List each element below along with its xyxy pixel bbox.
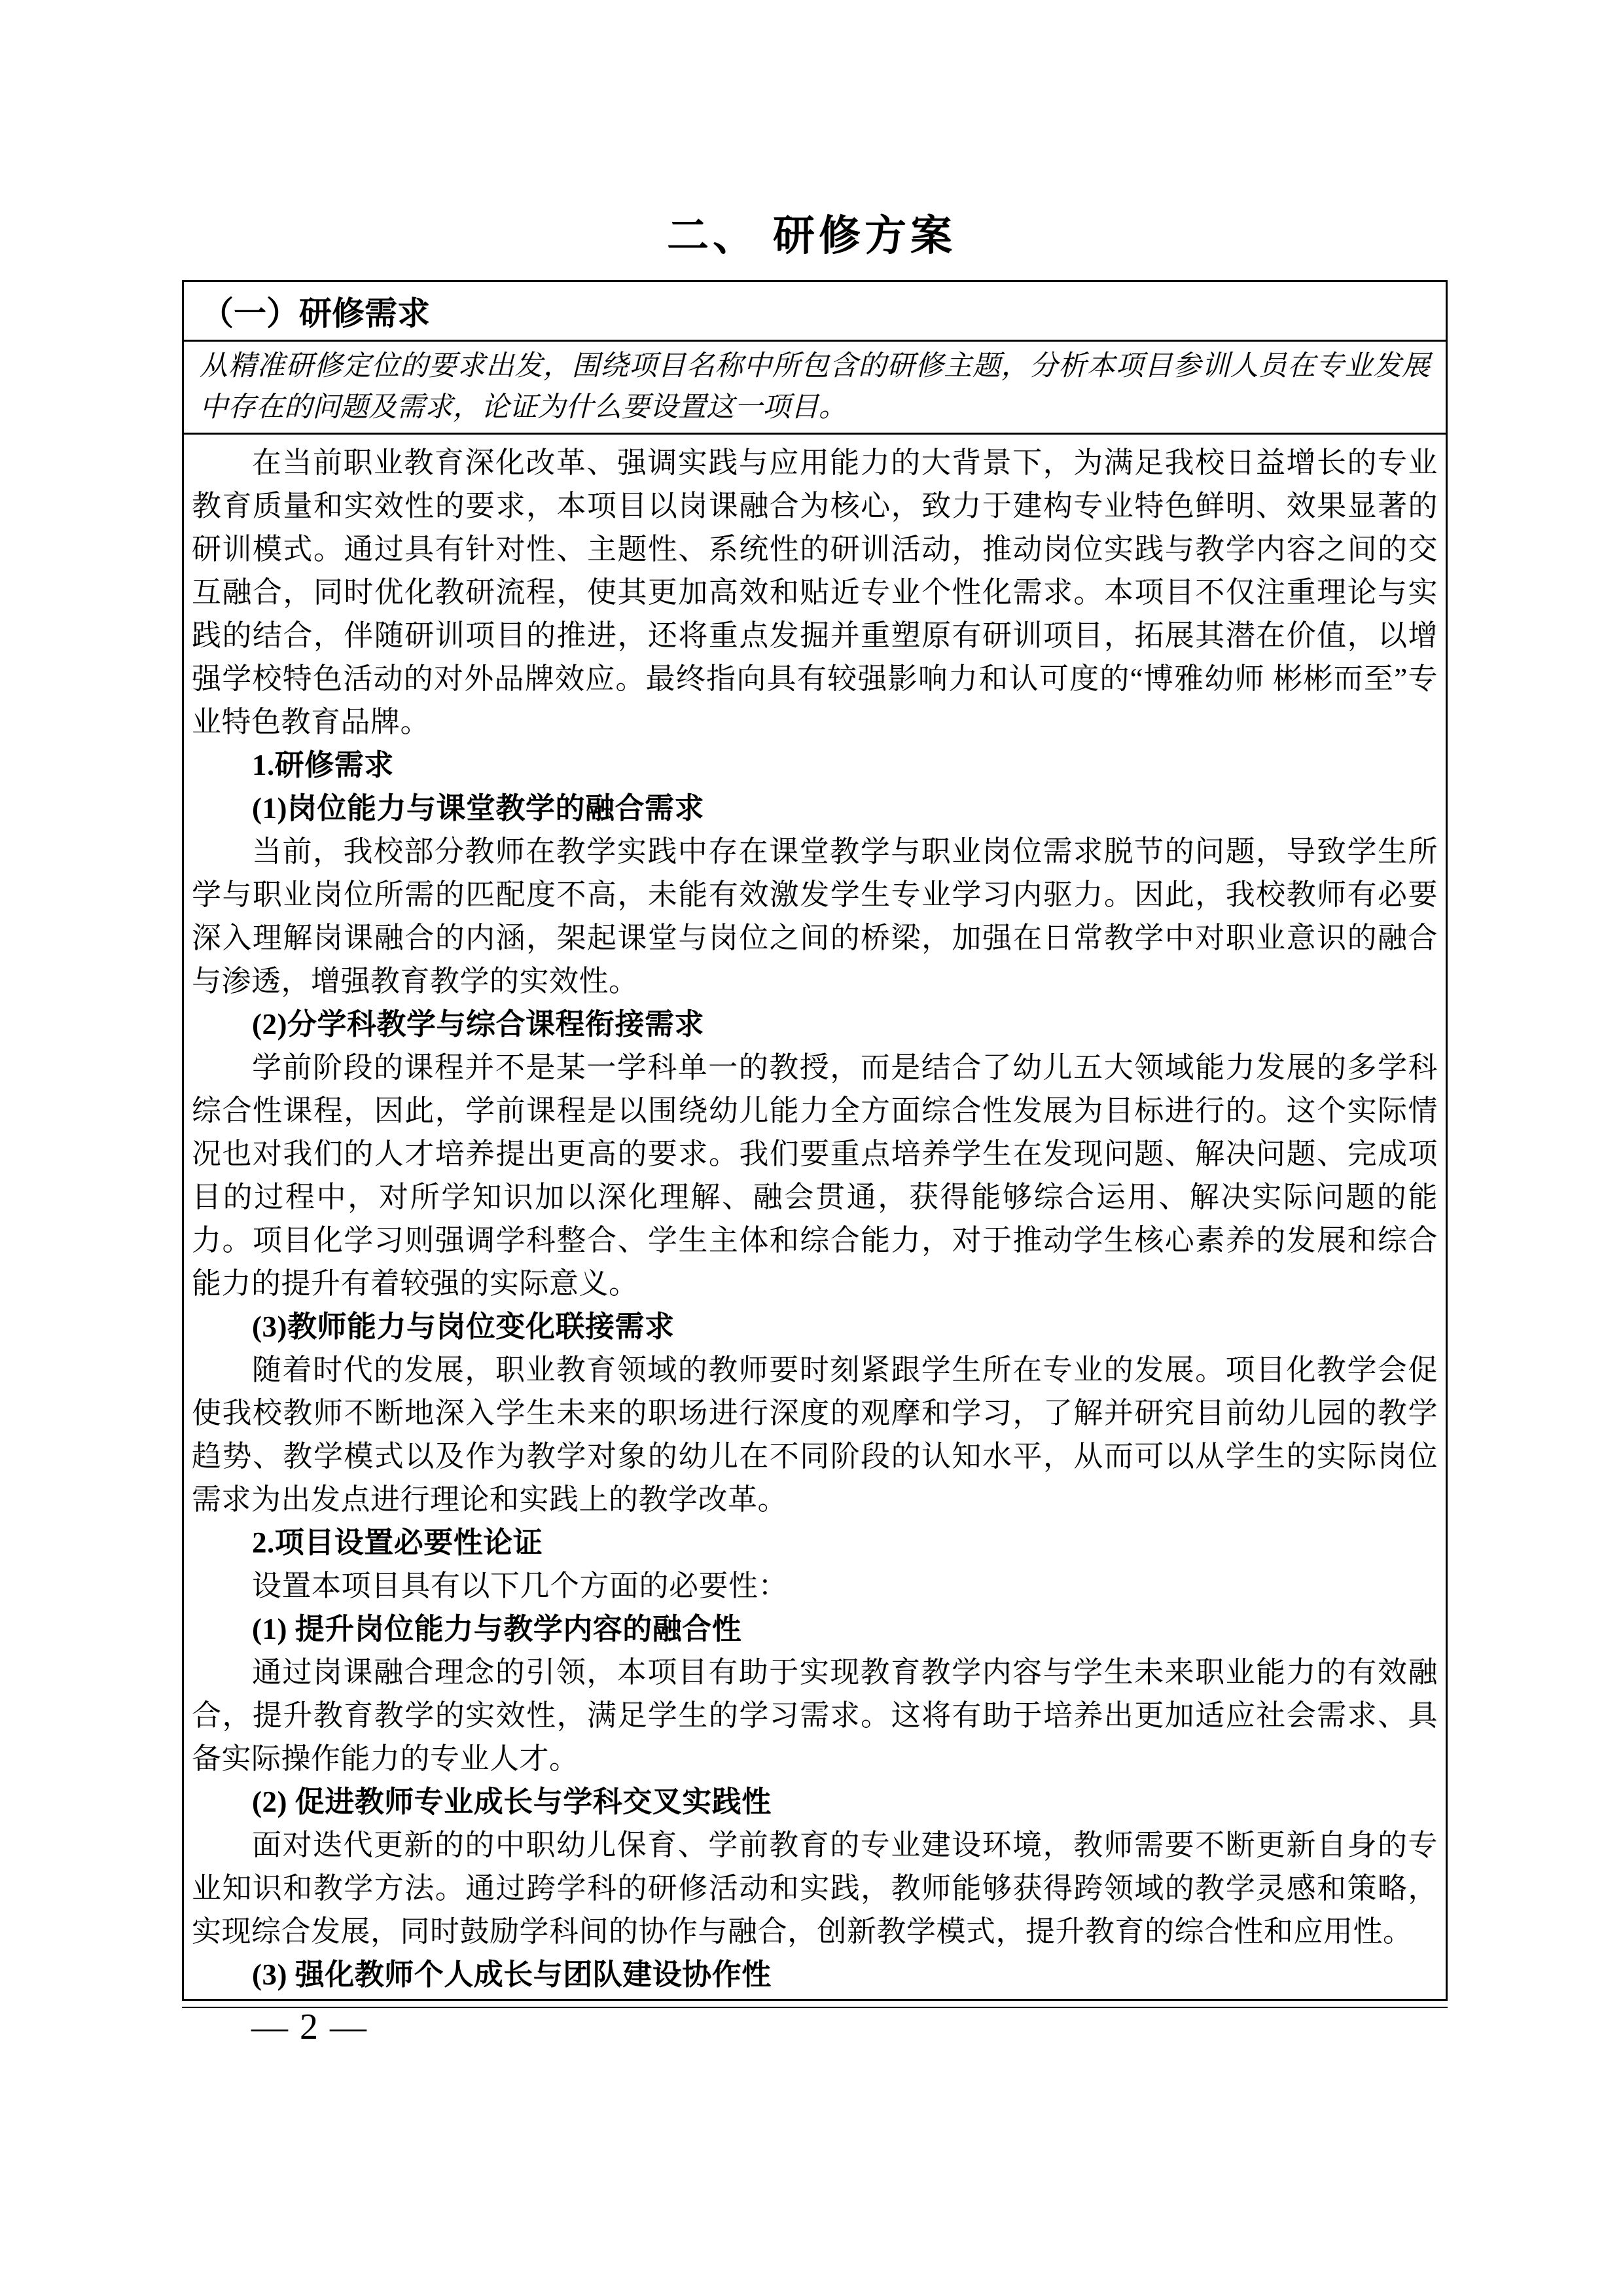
body-heading: (1)岗位能力与课堂教学的融合需求 xyxy=(252,792,704,825)
body-paragraph: 学前阶段的课程并不是某一学科单一的教授，而是结合了幼儿五大领域能力发展的多学科综合性课程，因此，学前课程是以围绕幼儿能力全方面综合性发展为目标进行的。这个实际情况也对我们的人才培养提出更高的要求。我们要重点培养学生在发现问题、解决问题、完成项目的过程中，对所学知识加以深化理解、融会贯通，获得能够综合运用、解决实际问题的能力。项目化学习则强调学科整合、学生主体和综合能力，对于推动学生核心素养的发展和综合能力的提升有着较强的实际意义。 xyxy=(192,1051,1438,1300)
body-paragraph: 随着时代的发展，职业教育领域的教师要时刻紧跟学生所在专业的发展。项目化教学会促使我校教师不断地深入学生未来的职场进行深度的观摩和学习，了解并研究目前幼儿园的教学趋势、教学模式以及作为教学对象的幼儿在不同阶段的认知水平，从而可以从学生的实际岗位需求为出发点进行理论和实践上的教学改革。 xyxy=(192,1354,1438,1516)
body-heading: (2) 促进教师专业成长与学科交叉实践性 xyxy=(252,1785,772,1818)
body-heading: (2)分学科教学与综合课程衔接需求 xyxy=(252,1008,704,1041)
requirements-table xyxy=(182,280,1448,2001)
body-heading: 1.研修需求 xyxy=(252,749,394,781)
section-header-cell xyxy=(184,282,1446,342)
body-heading: 2.项目设置必要性论证 xyxy=(252,1526,543,1559)
body-paragraph: 当前，我校部分教师在教学实践中存在课堂教学与职业岗位需求脱节的问题，导致学生所学与职业岗位所需的匹配度不高，未能有效激发学生专业学习内驱力。因此，我校教师有必要深入理解岗课融合的内涵，架起课堂与岗位之间的桥梁，加强在日常教学中对职业意识的融合与渗透，增强教育教学的实效性。 xyxy=(192,835,1438,997)
body-paragraph: 在当前职业教育深化改革、强调实践与应用能力的大背景下，为满足我校日益增长的专业教育质量和实效性的要求，本项目以岗课融合为核心，致力于建构专业特色鲜明、效果显著的研训模式。通过具有针对性、主题性、系统性的研训活动，推动岗位实践与教学内容之间的交互融合，同时优化教研流程，使其更加高效和贴近专业个性化需求。本项目不仅注重理论与实践的结合，伴随研训项目的推进，还将重点发掘并重塑原有研训项目，拓展其潜在价值，以增强学校特色活动的对外品牌效应。最终指向具有较强影响力和认可度的“博雅幼师 彬彬而至”专业特色教育品牌。 xyxy=(192,446,1438,738)
table-bottom-rule xyxy=(182,2007,1448,2008)
page-title: 二、 研修方案 xyxy=(667,213,956,259)
section-note-cell xyxy=(184,342,1446,435)
section-header-label: （一）研修需求 xyxy=(201,295,430,332)
body-paragraph: 设置本项目具有以下几个方面的必要性： xyxy=(252,1570,789,1602)
body-heading: (1) 提升岗位能力与教学内容的融合性 xyxy=(252,1613,742,1645)
body-heading: (3)教师能力与岗位变化联接需求 xyxy=(252,1310,675,1343)
body-paragraph: 通过岗课融合理念的引领，本项目有助于实现教育教学内容与学生未来职业能力的有效融合，提升教育教学的实效性，满足学生的学习需求。这将有助于培养出更加适应社会需求、具备实际操作能力的专业人才。 xyxy=(192,1656,1438,1775)
page-number: — 2 — xyxy=(251,2007,368,2047)
body-paragraph xyxy=(192,1996,1438,2001)
section-note-text: 从精准研修定位的要求出发，围绕项目名称中所包含的研修主题，分析本项目参训人员在专业发展中存在的问题及需求，论证为什么要设置这一项目。 xyxy=(200,351,1430,423)
body-paragraph: 面对迭代更新的的中职幼儿保育、学前教育的专业建设环境，教师需要不断更新自身的专业知识和教学方法。通过跨学科的研修活动和实践，教师能够获得跨领域的教学灵感和策略，实现综合发展，同时鼓励学科间的协作与融合，创新教学模式，提升教育的综合性和应用性。 xyxy=(192,1829,1438,1948)
body-heading: (3) 强化教师个人成长与团队建设协作性 xyxy=(252,1958,772,1991)
section-body-cell xyxy=(184,435,1446,2001)
